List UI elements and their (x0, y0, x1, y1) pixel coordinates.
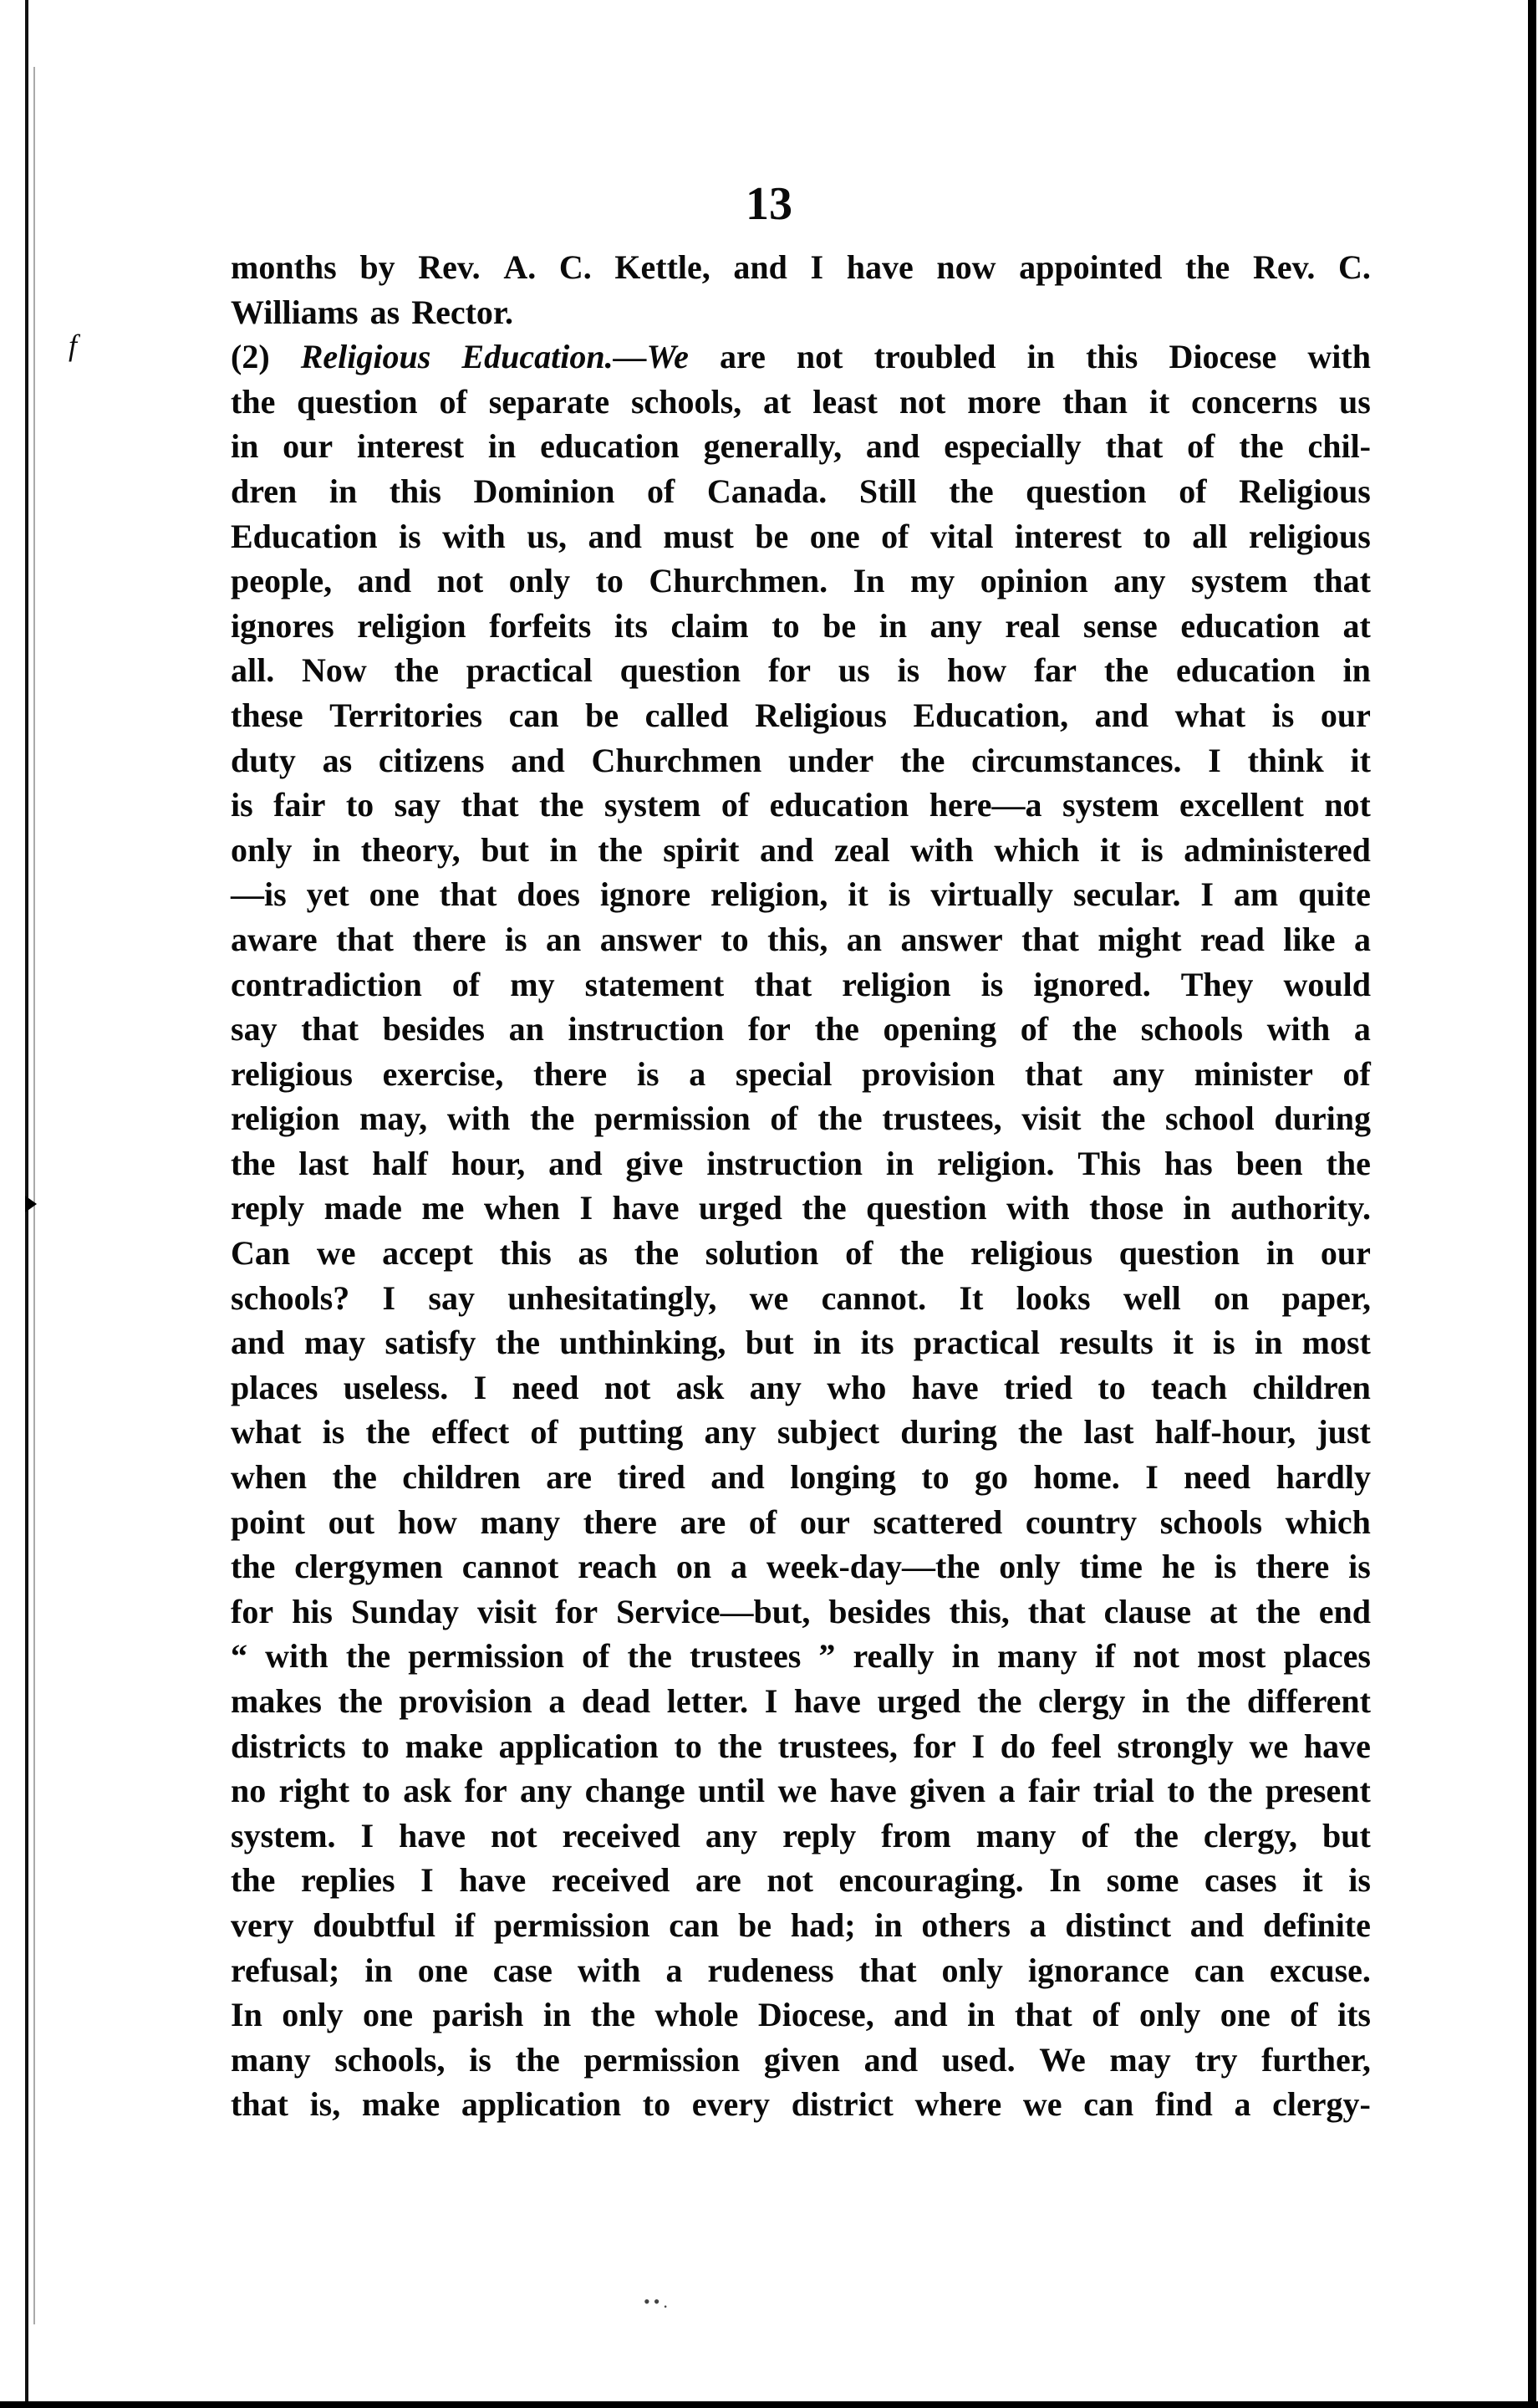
text-line: when the children are tired and longing to go home. I need hardly (231, 1458, 1371, 1497)
text-line: very doubtful if permission can be had; in others a distinct and definite (231, 1905, 1371, 1944)
text-line: these Territories can be called Religious Education, and what is our (231, 696, 1371, 734)
body-text (231, 245, 1371, 2127)
page-edge-right (1528, 0, 1536, 2408)
text-line: religious exercise, there is a special provision that any minister of (231, 1054, 1371, 1093)
text-line: in our interest in education generally, and especially that of the chil- (231, 427, 1371, 466)
text-line: all. Now the practical question for us is how far the education in (231, 651, 1371, 690)
text-line: duty as citizens and Churchmen under the circumstances. I think it (231, 741, 1371, 779)
text-line: the clergymen cannot reach on a week-day—the only time he is there is (231, 1548, 1371, 1586)
text-line: is fair to say that the system of education here—a system excellent not (231, 786, 1371, 824)
text-line: the replies I have received are not encouraging. In some cases it is (231, 1861, 1371, 1900)
text-line: the last half hour, and give instruction in religion. This has been the (231, 1144, 1371, 1182)
text-line: months by Rev. A. C. Kettle, and I have now appointed the Rev. C. (231, 248, 1371, 286)
page-edge-bottom (0, 2401, 1538, 2408)
text-line: makes the provision a dead letter. I have urged the clergy in the different (231, 1682, 1371, 1720)
text-line: aware that there is an answer to this, an answer that might read like a (231, 920, 1371, 958)
text-line: districts to make application to the trustees, for I do feel strongly we have (231, 1727, 1371, 1765)
text-line: Williams as Rector. (231, 293, 513, 331)
text-line: that is, make application to every district where we can find a clergy- (231, 2085, 1371, 2124)
text-line: point out how many there are of our scattered country schools which (231, 1502, 1371, 1541)
footer-marks: ••. (644, 2291, 671, 2312)
text-line: many schools, is the permission given and used. We may try further, (231, 2040, 1371, 2079)
text-line: only in theory, but in the spirit and zeal with which it is administered (231, 830, 1371, 869)
text-line: places useless. I need not ask any who have tried to teach children (231, 1368, 1371, 1406)
text-line: reply made me when I have urged the question with those in authority. (231, 1189, 1371, 1227)
text-line: “ with the permission of the trustees ” really in many if not most places (231, 1637, 1371, 1676)
text-line: ignores religion forfeits its claim to be in any real sense education at (231, 606, 1371, 645)
text-line: contradiction of my statement that religion is ignored. They would (231, 965, 1371, 1003)
text-line: and may satisfy the unthinking, but in its practical results it is in most (231, 1324, 1371, 1362)
text-line: —is yet one that does ignore religion, it is virtually secular. I am quite (231, 875, 1371, 914)
margin-mark: f (69, 329, 78, 362)
text-line: religion may, with the permission of the trustees, visit the school during (231, 1099, 1371, 1138)
text-line: system. I have not received any reply from many of the clergy, but (231, 1816, 1371, 1854)
text-line: (2) Religious Education.—We are not troubled in this Diocese with (231, 338, 1371, 376)
text-line: schools? I say unhesitatingly, we cannot. It looks well on paper, (231, 1278, 1371, 1317)
text-line: no right to ask for any change until we have given a fair trial to the present (231, 1772, 1371, 1810)
text-line: the question of separate schools, at least not more than it concerns us (231, 382, 1371, 421)
text-line: refusal; in one case with a rudeness that only ignorance can excuse. (231, 1951, 1371, 1989)
text-line: In only one parish in the whole Diocese, and in that of only one of its (231, 1996, 1371, 2034)
binding-arrow-icon (25, 1196, 37, 1212)
text-line: for his Sunday visit for Service—but, besides this, that clause at the end (231, 1592, 1371, 1630)
text-line: Education is with us, and must be one of vital interest to all religious (231, 517, 1371, 555)
text-line: dren in this Dominion of Canada. Still the question of Religious (231, 472, 1371, 510)
text-line: people, and not only to Churchmen. In my opinion any system that (231, 562, 1371, 600)
text-line: say that besides an instruction for the opening of the schools with a (231, 1010, 1371, 1048)
text-line: what is the effect of putting any subject during the last half-hour, just (231, 1413, 1371, 1451)
text-line: Can we accept this as the solution of the religious question in our (231, 1234, 1371, 1273)
page-number: 13 (746, 178, 792, 230)
